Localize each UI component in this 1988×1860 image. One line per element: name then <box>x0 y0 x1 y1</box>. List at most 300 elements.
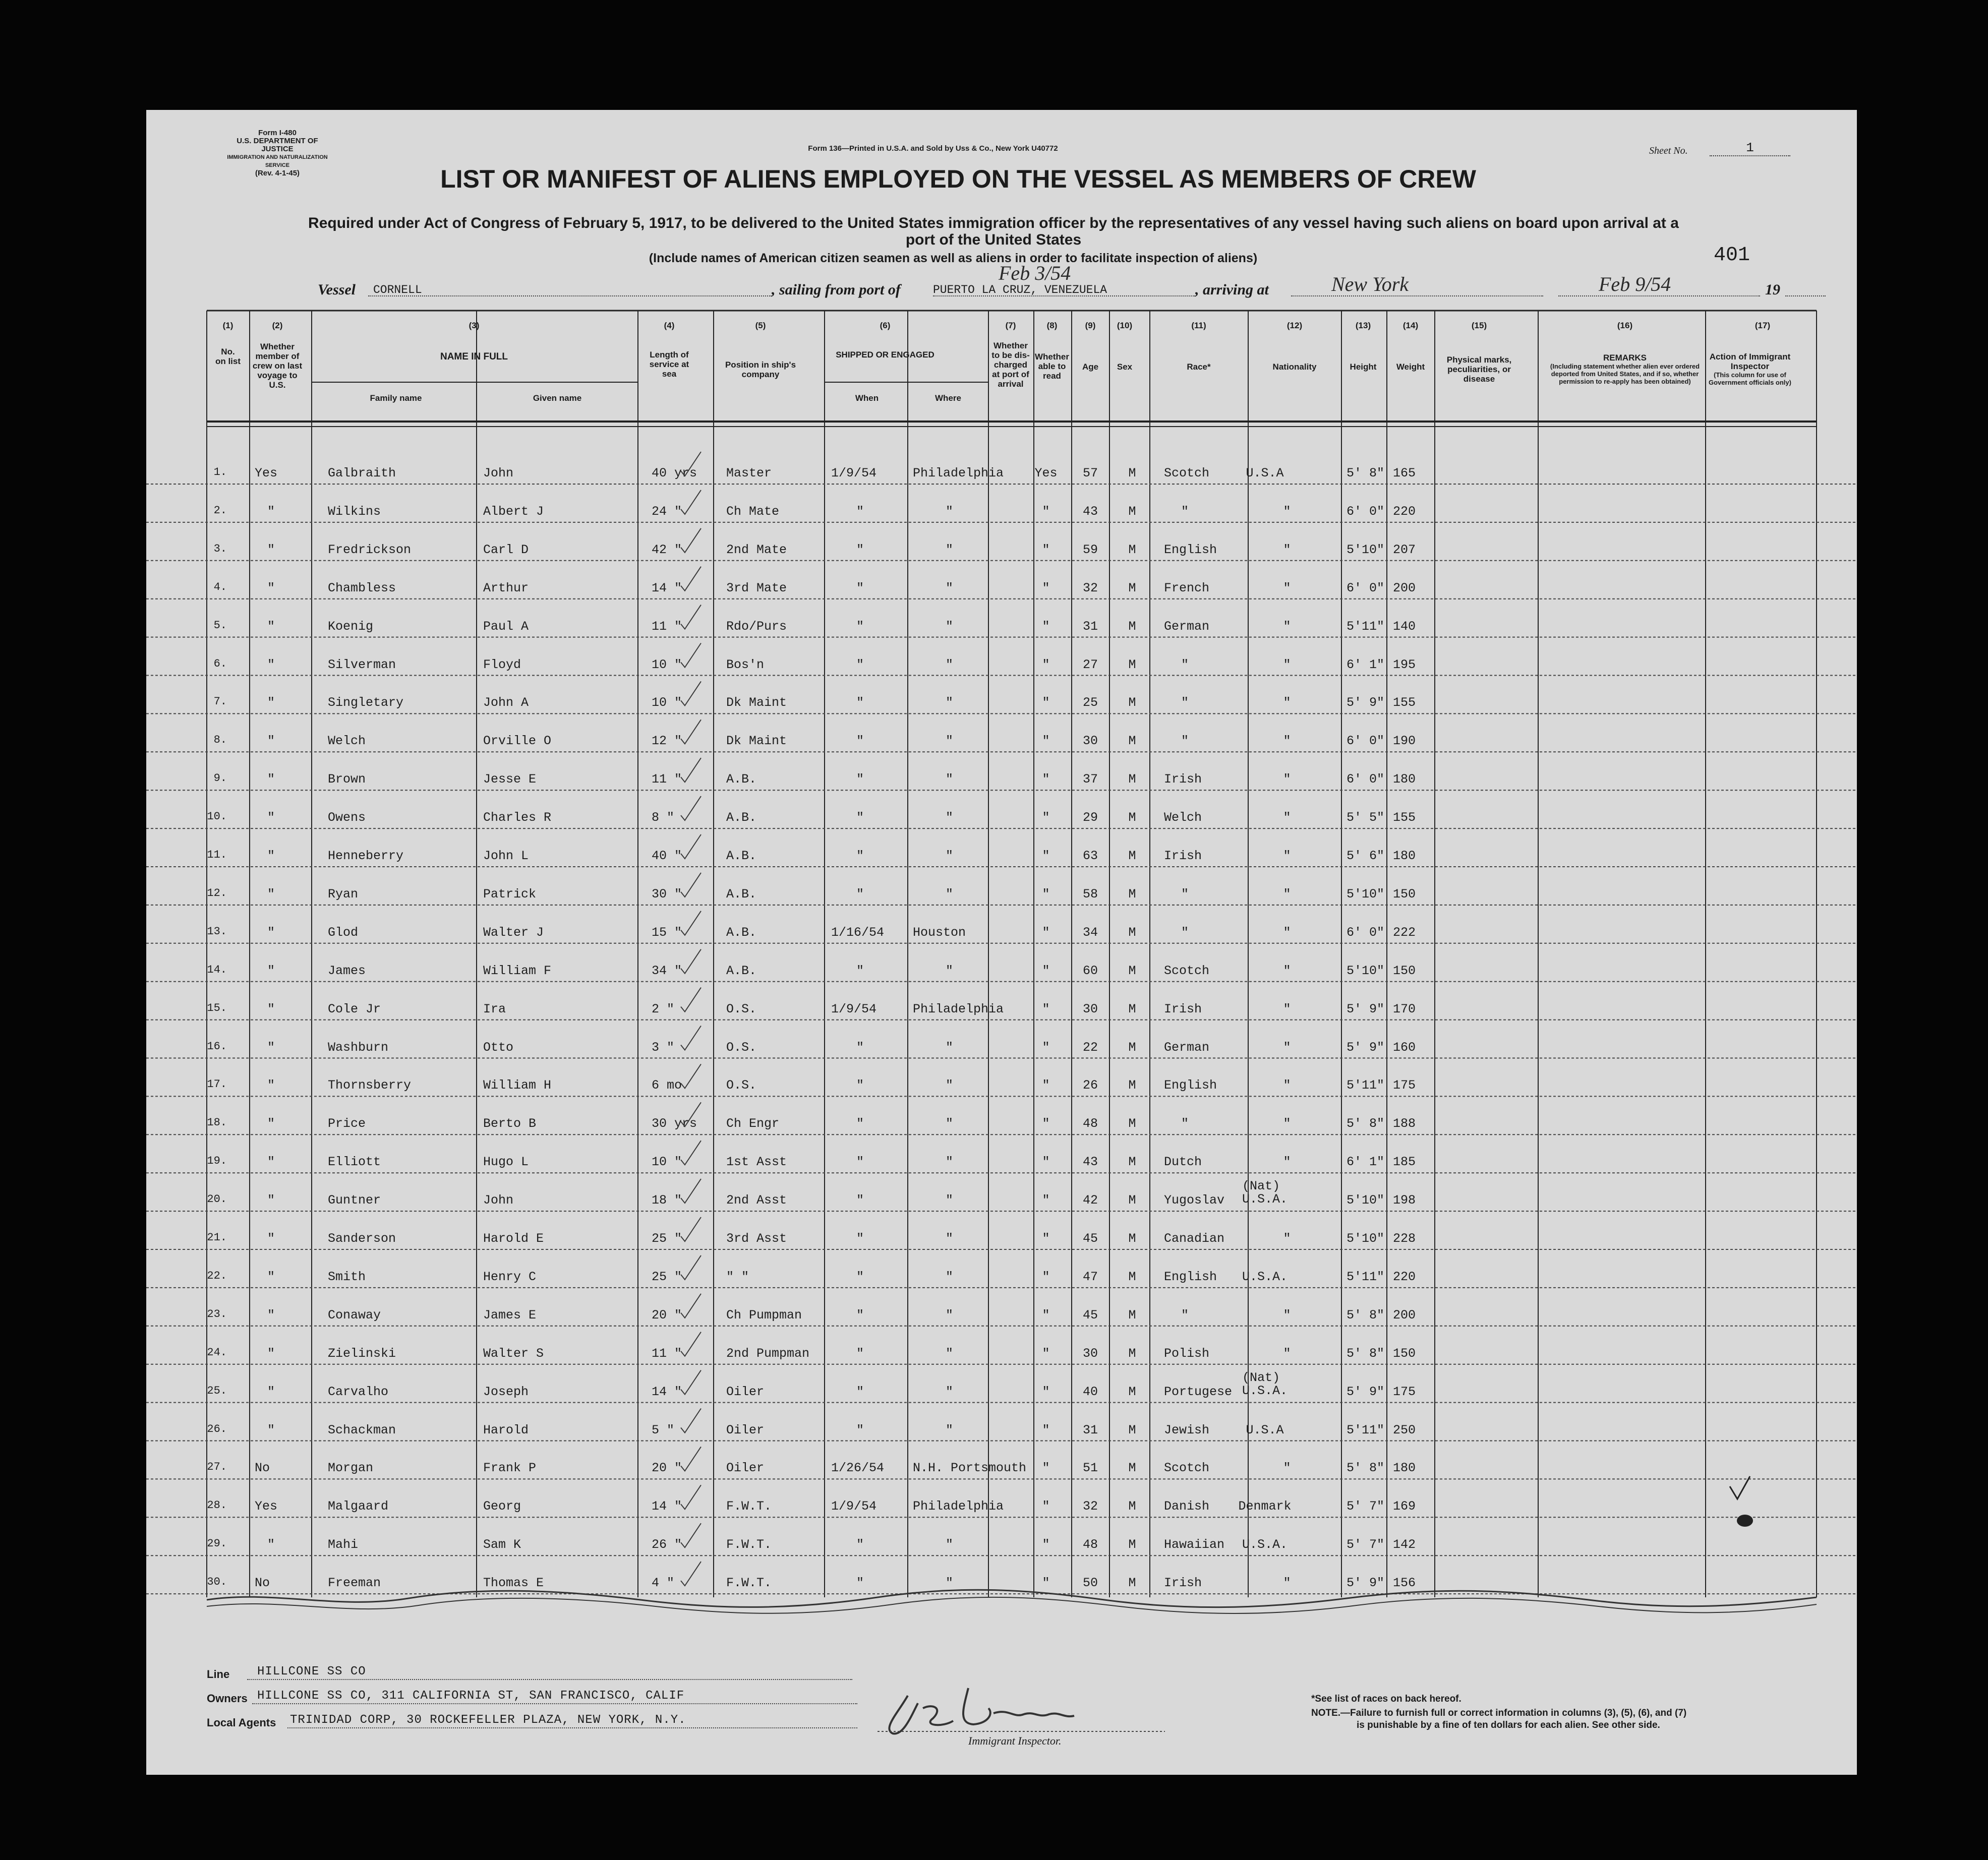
able-to-read: " <box>1042 1116 1050 1131</box>
shipped-when: " <box>856 1576 864 1591</box>
position: 2nd Asst <box>726 1193 787 1208</box>
row-number: 3. <box>213 542 227 555</box>
race: " <box>1181 504 1189 519</box>
shipped-where: " <box>946 1193 954 1208</box>
shipped-where: " <box>946 1116 954 1131</box>
given-name: Floyd <box>483 657 521 672</box>
row-number: 2. <box>213 504 227 517</box>
shipped-when: " <box>856 1384 864 1399</box>
sex: M <box>1128 657 1136 672</box>
service-length: 14 " <box>652 1384 682 1399</box>
height: 5' 9" <box>1347 1576 1385 1591</box>
shipped-where: " <box>946 695 954 710</box>
shipped-when: " <box>856 1155 864 1170</box>
col-header-nationality: Nationality <box>1272 362 1317 372</box>
owners-value: HILLCONE SS CO, 311 CALIFORNIA ST, SAN FRANCISCO, CALIF <box>257 1689 685 1703</box>
race: Welch <box>1164 810 1202 825</box>
sex: M <box>1128 772 1136 787</box>
height: 5' 7" <box>1347 1537 1385 1552</box>
row-number: 28. <box>207 1499 227 1512</box>
shipped-where: " <box>946 1269 954 1284</box>
able-to-read: " <box>1042 1422 1050 1437</box>
height: 5' 8" <box>1347 1346 1385 1361</box>
prev-voyage: " <box>267 1116 275 1131</box>
height: 6' 1" <box>1347 1155 1385 1170</box>
given-name: Otto <box>483 1040 514 1055</box>
family-name: Washburn <box>328 1040 389 1055</box>
col-header-age: Age <box>1082 362 1099 372</box>
sex: M <box>1128 734 1136 749</box>
given-name: Ira <box>483 1001 506 1016</box>
vessel-name: CORNELL <box>373 283 422 296</box>
agents-underline <box>287 1727 857 1728</box>
fine-note-2: is punishable by a fine of ten dollars for each alien. See other side. <box>1357 1720 1660 1730</box>
weight: 165 <box>1393 466 1416 481</box>
race: Canadian <box>1164 1231 1225 1246</box>
prev-voyage: " <box>267 886 275 902</box>
shipped-where: N.H. Portsmouth <box>913 1461 1027 1476</box>
arrival-date: Feb 9/54 <box>1599 273 1671 295</box>
nationality: U.S.A. <box>1242 1269 1288 1284</box>
sex: M <box>1128 1576 1136 1591</box>
column-number: (14) <box>1402 321 1419 330</box>
service-length: 10 " <box>652 695 682 710</box>
able-to-read: " <box>1042 1307 1050 1323</box>
shipped-where: " <box>946 1307 954 1323</box>
shipped-when: " <box>856 580 864 595</box>
sex: M <box>1128 695 1136 710</box>
height: 6' 0" <box>1347 772 1385 787</box>
family-name: Guntner <box>328 1193 381 1208</box>
able-to-read: " <box>1042 1231 1050 1246</box>
nationality: " <box>1283 886 1291 902</box>
sex: M <box>1128 1155 1136 1170</box>
nationality: " <box>1283 963 1291 978</box>
service-length: 11 " <box>652 619 682 634</box>
sex: M <box>1128 1116 1136 1131</box>
shipped-where: " <box>946 1040 954 1055</box>
sex: M <box>1128 1499 1136 1514</box>
weight: 220 <box>1393 504 1416 519</box>
able-to-read: " <box>1042 1269 1050 1284</box>
prev-voyage: " <box>267 657 275 672</box>
nationality: U.S.A. <box>1242 1537 1288 1552</box>
race: Dutch <box>1164 1155 1202 1170</box>
position: " " <box>726 1269 749 1284</box>
shipped-where: " <box>946 657 954 672</box>
able-to-read: " <box>1042 542 1050 557</box>
row-number: 4. <box>213 580 227 593</box>
service-length: 30 yrs <box>652 1116 697 1131</box>
position: Dk Maint <box>726 695 787 710</box>
shipped-where: " <box>946 1155 954 1170</box>
col-header-race: Race* <box>1187 362 1211 372</box>
owners-label: Owners <box>207 1692 248 1705</box>
column-number: (4) <box>664 321 675 330</box>
check-mark <box>681 452 701 476</box>
family-name: Ryan <box>328 886 359 902</box>
check-mark <box>681 1332 701 1356</box>
shipped-where: " <box>946 1231 954 1246</box>
col-header-read: Whether able to read <box>1035 352 1069 381</box>
race: English <box>1164 1078 1217 1093</box>
shipped-when: " <box>856 542 864 557</box>
shipped-where: " <box>946 580 954 595</box>
shipped-when: " <box>856 1346 864 1361</box>
sex: M <box>1128 466 1136 481</box>
nationality: " <box>1283 695 1291 710</box>
nationality: " <box>1283 580 1291 595</box>
nationality: " <box>1283 849 1291 863</box>
shipped-when: " <box>856 1193 864 1208</box>
shipped-where: " <box>946 1537 954 1552</box>
given-name: Frank P <box>483 1461 537 1476</box>
age: 30 <box>1082 734 1098 749</box>
column-number: (8) <box>1046 321 1058 330</box>
line-value: HILLCONE SS CO <box>257 1665 366 1678</box>
sex: M <box>1128 1384 1136 1399</box>
age: 45 <box>1082 1307 1098 1323</box>
prev-voyage: " <box>267 734 275 749</box>
check-mark <box>681 719 701 744</box>
position: A.B. <box>726 849 757 863</box>
age: 22 <box>1082 1040 1098 1055</box>
shipped-when: " <box>856 886 864 902</box>
weight: 228 <box>1393 1231 1416 1246</box>
given-name: Orville O <box>483 734 552 749</box>
given-name: Paul A <box>483 619 529 634</box>
service-length: 14 " <box>652 580 682 595</box>
prev-voyage: No <box>255 1576 270 1591</box>
family-name: James <box>328 963 366 978</box>
height: 5' 9" <box>1347 1001 1385 1016</box>
height: 6' 0" <box>1347 504 1385 519</box>
prev-voyage: No <box>255 1461 270 1476</box>
race: German <box>1164 619 1210 634</box>
sex: M <box>1128 1231 1136 1246</box>
row-number: 10. <box>207 810 227 823</box>
sex: M <box>1128 580 1136 595</box>
col-header-family-name: Family name <box>370 393 422 403</box>
sex: M <box>1128 1078 1136 1093</box>
shipped-when: " <box>856 1537 864 1552</box>
race: French <box>1164 580 1210 595</box>
handwritten-checkmarks <box>146 110 1857 1775</box>
given-name: John L <box>483 849 529 863</box>
row-number: 22. <box>207 1269 227 1282</box>
height: 5'11" <box>1347 1078 1385 1093</box>
position: F.W.T. <box>726 1537 772 1552</box>
able-to-read: " <box>1042 657 1050 672</box>
able-to-read: " <box>1042 619 1050 634</box>
age: 31 <box>1082 1422 1098 1437</box>
column-number: (11) <box>1191 321 1206 330</box>
family-name: Malgaard <box>328 1499 389 1514</box>
row-number: 8. <box>213 734 227 747</box>
weight: 195 <box>1393 657 1416 672</box>
prev-voyage: " <box>267 1269 275 1284</box>
able-to-read: " <box>1042 580 1050 595</box>
service-length: 2 " <box>652 1001 675 1016</box>
service-length: 5 " <box>652 1422 675 1437</box>
family-name: Mahi <box>328 1537 359 1552</box>
nationality: " <box>1283 1040 1291 1055</box>
service-length: 24 " <box>652 504 682 519</box>
position: 2nd Pumpman <box>726 1346 810 1361</box>
column-number: (2) <box>272 321 283 330</box>
nationality: " <box>1283 1461 1291 1476</box>
age: 50 <box>1082 1576 1098 1591</box>
position: Dk Maint <box>726 734 787 749</box>
age: 59 <box>1082 542 1098 557</box>
position: A.B. <box>726 772 757 787</box>
given-name: Patrick <box>483 886 537 902</box>
able-to-read: " <box>1042 1001 1050 1016</box>
sex: M <box>1128 1346 1136 1361</box>
shipped-when: " <box>856 504 864 519</box>
able-to-read: " <box>1042 849 1050 863</box>
column-number: (13) <box>1355 321 1371 330</box>
given-name: John <box>483 466 514 481</box>
position: Rdo/Purs <box>726 619 787 634</box>
weight: 222 <box>1393 925 1416 940</box>
weight: 160 <box>1393 1040 1416 1055</box>
line-label: Line <box>207 1668 230 1681</box>
prev-voyage: " <box>267 619 275 634</box>
height: 5'11" <box>1347 619 1385 634</box>
row-number: 27. <box>207 1461 227 1474</box>
race: Yugoslav <box>1164 1193 1225 1208</box>
able-to-read: " <box>1042 695 1050 710</box>
service-length: 14 " <box>652 1499 682 1514</box>
weight: 175 <box>1393 1078 1416 1093</box>
service-length: 10 " <box>652 657 682 672</box>
race: Scotch <box>1164 1461 1210 1476</box>
service-length: 25 " <box>652 1269 682 1284</box>
col-header-no: No. on list <box>215 347 241 366</box>
height: 5'10" <box>1347 542 1385 557</box>
family-name: Sanderson <box>328 1231 396 1246</box>
prev-voyage: " <box>267 1078 275 1093</box>
height: 6' 0" <box>1347 734 1385 749</box>
prev-voyage: " <box>267 925 275 940</box>
shipped-where: " <box>946 849 954 863</box>
family-name: Henneberry <box>328 849 404 863</box>
row-number: 12. <box>207 886 227 899</box>
able-to-read: " <box>1042 1384 1050 1399</box>
weight: 198 <box>1393 1193 1416 1208</box>
weight: 150 <box>1393 1346 1416 1361</box>
prev-voyage: " <box>267 1040 275 1055</box>
row-number: 23. <box>207 1307 227 1321</box>
shipped-where: " <box>946 542 954 557</box>
col-header-weight: Weight <box>1396 362 1425 372</box>
row-number: 20. <box>207 1193 227 1206</box>
shipped-when: " <box>856 772 864 787</box>
shipped-where: " <box>946 1346 954 1361</box>
sailing-date: Feb 3/54 <box>999 262 1071 284</box>
family-name: Silverman <box>328 657 396 672</box>
shipped-when: " <box>856 1307 864 1323</box>
weight: 155 <box>1393 810 1416 825</box>
row-number: 19. <box>207 1155 227 1168</box>
family-name: Owens <box>328 810 366 825</box>
height: 5' 9" <box>1347 1384 1385 1399</box>
agents-label: Local Agents <box>207 1716 276 1729</box>
check-mark <box>681 1485 701 1509</box>
column-number: (1) <box>222 321 233 330</box>
weight: 188 <box>1393 1116 1416 1131</box>
family-name: Elliott <box>328 1155 381 1170</box>
shipped-where: " <box>946 1422 954 1437</box>
row-number: 30. <box>207 1576 227 1589</box>
given-name: Thomas E <box>483 1576 544 1591</box>
nationality: " <box>1283 1155 1291 1170</box>
shipped-where: " <box>946 619 954 634</box>
shipped-where: " <box>946 963 954 978</box>
position: A.B. <box>726 886 757 902</box>
shipped-when: " <box>856 734 864 749</box>
able-to-read: " <box>1042 1155 1050 1170</box>
check-mark <box>681 949 701 974</box>
given-name: Charles R <box>483 810 552 825</box>
able-to-read: " <box>1042 1078 1050 1093</box>
given-name: William H <box>483 1078 552 1093</box>
given-name: William F <box>483 963 552 978</box>
age: 37 <box>1082 772 1098 787</box>
family-name: Singletary <box>328 695 404 710</box>
col-header-sex: Sex <box>1117 362 1133 372</box>
column-number: (16) <box>1617 321 1633 330</box>
row-number: 14. <box>207 963 227 976</box>
position: O.S. <box>726 1001 757 1016</box>
nationality: U.S.A <box>1246 1422 1284 1437</box>
check-mark <box>681 1141 701 1165</box>
given-name: Carl D <box>483 542 529 557</box>
weight: 142 <box>1393 1537 1416 1552</box>
col-header-when: When <box>855 393 879 403</box>
height: 5'10" <box>1347 886 1385 902</box>
given-name: Berto B <box>483 1116 537 1131</box>
col-header-shipped: SHIPPED OR ENGAGED <box>836 350 934 359</box>
race: Jewish <box>1164 1422 1210 1437</box>
weight: 156 <box>1393 1576 1416 1591</box>
family-name: Welch <box>328 734 366 749</box>
family-name: Conaway <box>328 1307 381 1323</box>
departure-port: PUERTO LA CRUZ, VENEZUELA <box>933 283 1107 296</box>
check-mark <box>681 1562 701 1586</box>
row-number: 17. <box>207 1078 227 1091</box>
race: " <box>1181 886 1189 902</box>
sailing-label: , sailing from port of <box>772 281 901 298</box>
shipped-when: " <box>856 1040 864 1055</box>
agents-value: TRINIDAD CORP, 30 ROCKEFELLER PLAZA, NEW YORK, N.Y. <box>290 1713 686 1727</box>
position: O.S. <box>726 1078 757 1093</box>
age: 58 <box>1082 886 1098 902</box>
col-header-service: Length of service at sea <box>649 350 689 379</box>
position: A.B. <box>726 925 757 940</box>
stamp-number: 401 <box>1714 244 1750 267</box>
family-name: Wilkins <box>328 504 381 519</box>
height: 5'11" <box>1347 1422 1385 1437</box>
family-name: Smith <box>328 1269 366 1284</box>
shipped-where: Philadelphia <box>913 1001 1004 1016</box>
column-number: (5) <box>755 321 766 330</box>
nationality: " <box>1283 1078 1291 1093</box>
position: F.W.T. <box>726 1576 772 1591</box>
able-to-read: Yes <box>1034 466 1058 481</box>
age: 34 <box>1082 925 1098 940</box>
race: Portugese <box>1164 1384 1233 1399</box>
able-to-read: " <box>1042 1461 1050 1476</box>
row-number: 21. <box>207 1231 227 1244</box>
check-mark <box>681 528 701 553</box>
check-mark <box>681 1102 701 1126</box>
position: A.B. <box>726 810 757 825</box>
check-mark <box>681 1447 701 1471</box>
row-number: 16. <box>207 1040 227 1053</box>
nationality: " <box>1283 542 1291 557</box>
given-name: Hugo L <box>483 1155 529 1170</box>
check-mark <box>681 681 701 705</box>
given-name: John A <box>483 695 529 710</box>
check-mark <box>681 567 701 591</box>
given-name: James E <box>483 1307 537 1323</box>
race: Irish <box>1164 849 1202 863</box>
weight: 190 <box>1393 734 1416 749</box>
height: 5' 8" <box>1347 1307 1385 1323</box>
age: 42 <box>1082 1193 1098 1208</box>
family-name: Koenig <box>328 619 374 634</box>
column-number: (15) <box>1471 321 1487 330</box>
inspector-label: Immigrant Inspector. <box>968 1734 1062 1747</box>
manifest-sheet <box>146 110 1857 1775</box>
position: Ch Engr <box>726 1116 780 1131</box>
age: 51 <box>1082 1461 1098 1476</box>
prev-voyage: " <box>267 1537 275 1552</box>
nationality: (Nat) U.S.A. <box>1242 1179 1288 1207</box>
weight: 180 <box>1393 1461 1416 1476</box>
prev-voyage: " <box>267 504 275 519</box>
column-number: (10) <box>1117 321 1133 330</box>
row-number: 15. <box>207 1001 227 1014</box>
sex: M <box>1128 1269 1136 1284</box>
shipped-when: 1/9/54 <box>831 466 877 481</box>
col-header-physical: Physical marks, peculiarities, or disease <box>1446 355 1512 384</box>
weight: 155 <box>1393 695 1416 710</box>
weight: 169 <box>1393 1499 1416 1514</box>
height: 5' 8" <box>1347 1116 1385 1131</box>
check-mark <box>681 1217 701 1241</box>
height: 5' 5" <box>1347 810 1385 825</box>
position: 1st Asst <box>726 1155 787 1170</box>
sex: M <box>1128 1040 1136 1055</box>
weight: 175 <box>1393 1384 1416 1399</box>
family-name: Zielinski <box>328 1346 396 1361</box>
shipped-when: " <box>856 657 864 672</box>
service-length: 15 " <box>652 925 682 940</box>
prev-voyage: " <box>267 1307 275 1323</box>
sheet-number: 1 <box>1710 140 1790 156</box>
check-mark <box>681 796 701 820</box>
race: Irish <box>1164 772 1202 787</box>
shipped-where: Philadelphia <box>913 1499 1004 1514</box>
weight: 140 <box>1393 619 1416 634</box>
printer-line: Form 136—Printed in U.S.A. and Sold by Uss & Co., New York U40772 <box>808 144 1058 153</box>
page-subtitle: Required under Act of Congress of February 5, 1917, to be delivered to the United States immigration officer by the representatives of any vessel having such aliens on board upon arrival at a port of the United States <box>308 215 1679 248</box>
able-to-read: " <box>1042 1040 1050 1055</box>
able-to-read: " <box>1042 886 1050 902</box>
